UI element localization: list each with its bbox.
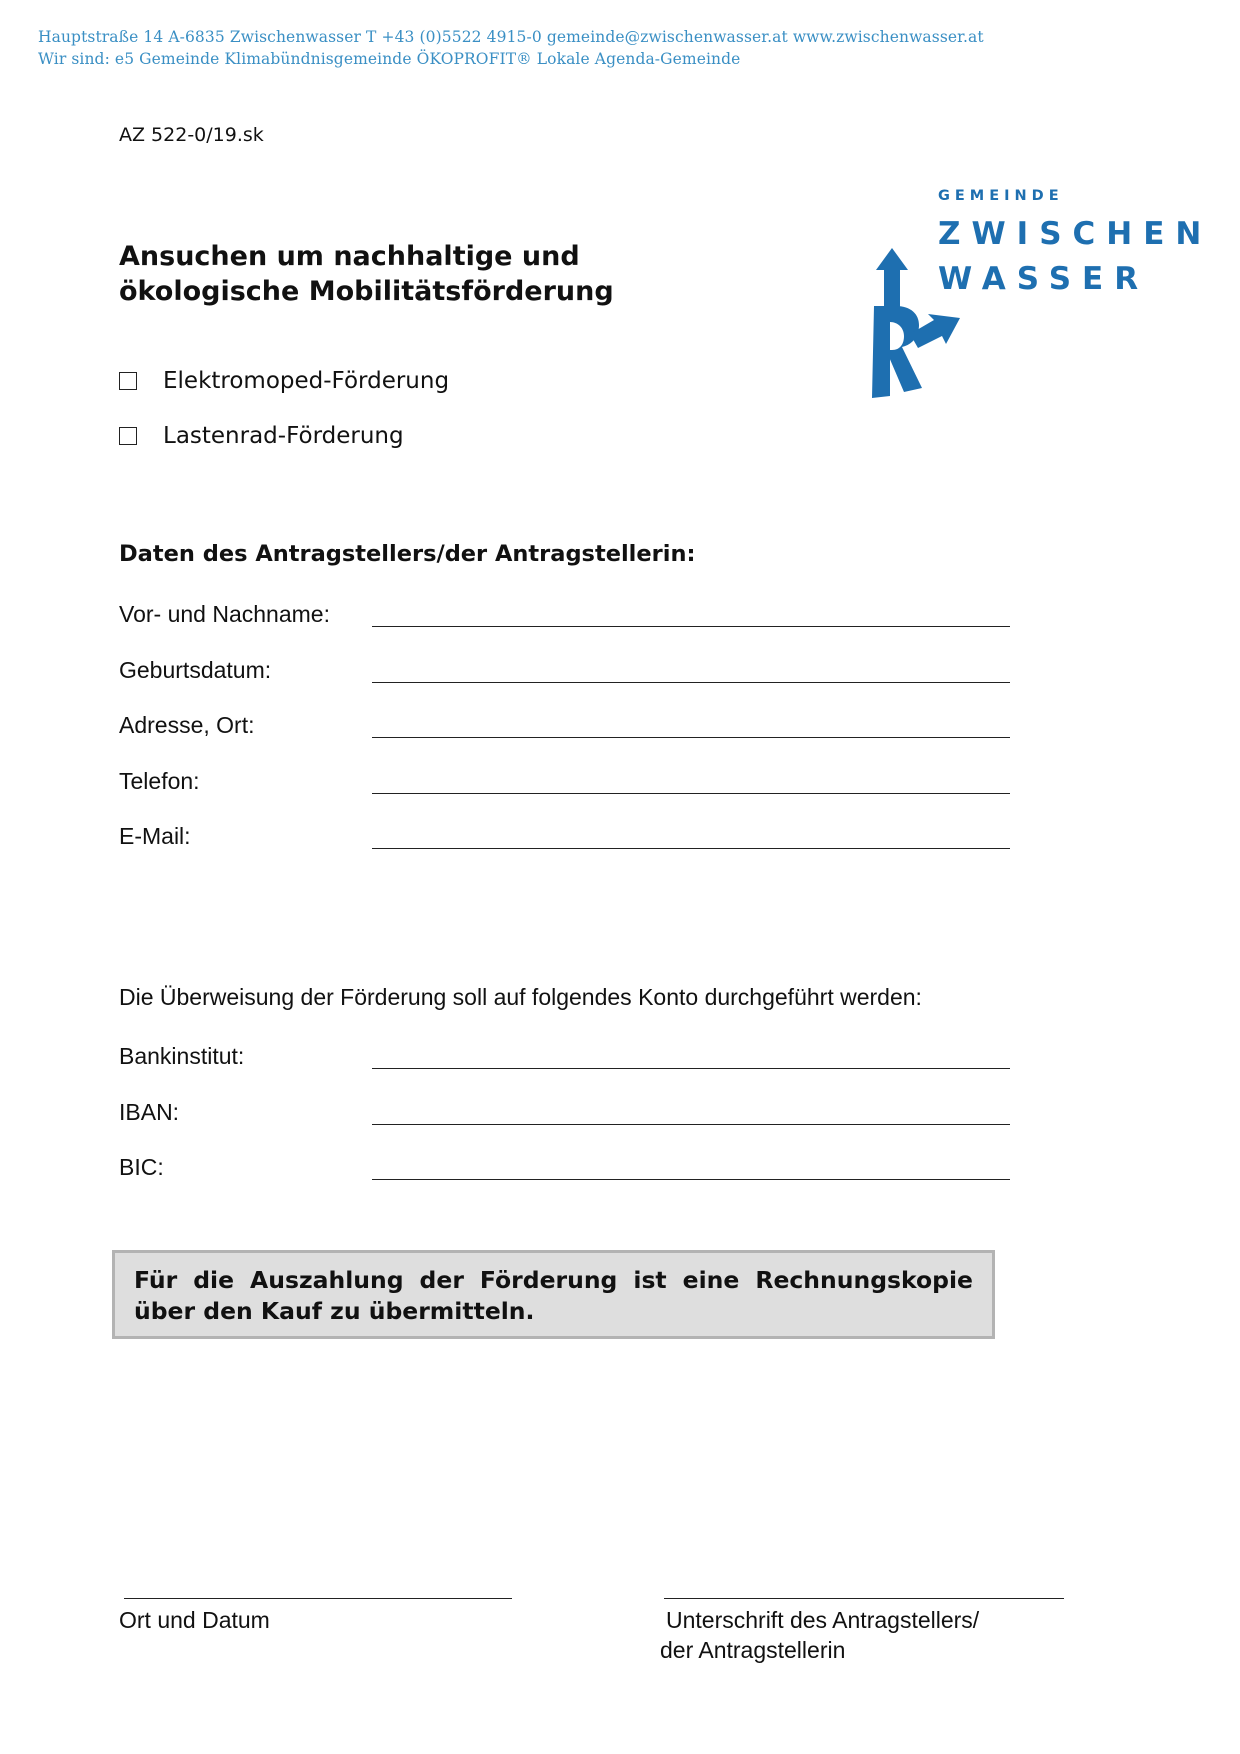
- phone-label: Telefon:: [119, 768, 200, 794]
- option-elektromoped[interactable]: [119, 368, 449, 394]
- address-label: Adresse, Ort:: [119, 712, 255, 738]
- place-date-line[interactable]: [124, 1598, 512, 1599]
- transfer-instruction: Die Überweisung der Förderung soll auf folgendes Konto durchgeführt werden:: [119, 984, 922, 1010]
- bic-field[interactable]: [372, 1179, 1010, 1180]
- email-label: E-Mail:: [119, 823, 191, 849]
- logo-gemeinde-text: GEMEINDE: [938, 188, 1064, 204]
- invoice-notice-box: [112, 1250, 995, 1339]
- reference-number: AZ 522-0/19.sk: [119, 124, 264, 146]
- email-field[interactable]: [372, 848, 1010, 849]
- iban-field[interactable]: [372, 1124, 1010, 1125]
- signature-label: [660, 1605, 979, 1665]
- invoice-notice-text: Für die Auszahlung der Förderung ist eine Rechnungskopie über den Kauf zu übermitteln.: [134, 1266, 973, 1325]
- signature-line[interactable]: [664, 1598, 1064, 1599]
- letterhead-contact-line: Hauptstraße 14 A-6835 Zwischenwasser T +43 (0)5522 4915-0 gemeinde@zwischenwasser.at www.zwischenwasser.at: [38, 28, 984, 46]
- letterhead: [38, 26, 984, 70]
- phone-field[interactable]: [372, 793, 1010, 794]
- option-elektromoped-label: Elektromoped-Förderung: [163, 368, 450, 394]
- logo-name-line1: ZWISCHEN: [938, 216, 1213, 252]
- birthdate-field[interactable]: [372, 682, 1010, 683]
- option-lastenrad-label: Lastenrad-Förderung: [163, 423, 404, 449]
- elektromoped-checkbox[interactable]: [119, 372, 137, 390]
- applicant-section-heading: Daten des Antragstellers/der Antragstellerin:: [119, 541, 696, 567]
- signature-label-line2: der Antragstellerin: [660, 1637, 846, 1663]
- address-field[interactable]: [372, 737, 1010, 738]
- option-lastenrad[interactable]: [119, 423, 404, 449]
- document-title-line2: ökologische Mobilitätsförderung: [119, 276, 614, 307]
- logo-name-line2: WASSER: [938, 261, 1150, 297]
- document-title-line1: Ansuchen um nachhaltige und: [119, 241, 580, 272]
- bic-label: BIC:: [119, 1154, 164, 1180]
- place-date-label: Ort und Datum: [119, 1607, 270, 1633]
- lastenrad-checkbox[interactable]: [119, 427, 137, 445]
- document-title: [119, 239, 614, 309]
- municipality-logo: [870, 186, 1213, 416]
- name-label: Vor- und Nachname:: [119, 601, 330, 627]
- birthdate-label: Geburtsdatum:: [119, 657, 272, 683]
- bank-institute-field[interactable]: [372, 1068, 1010, 1069]
- logo-figure-icon: [870, 248, 965, 408]
- name-field[interactable]: [372, 626, 1010, 627]
- bank-institute-label: Bankinstitut:: [119, 1043, 245, 1069]
- signature-label-line1: Unterschrift des Antragstellers/: [666, 1607, 980, 1633]
- iban-label: IBAN:: [119, 1099, 180, 1125]
- letterhead-memberships-line: Wir sind: e5 Gemeinde Klimabündnisgemeinde ÖKOPROFIT® Lokale Agenda-Gemeinde: [38, 50, 741, 68]
